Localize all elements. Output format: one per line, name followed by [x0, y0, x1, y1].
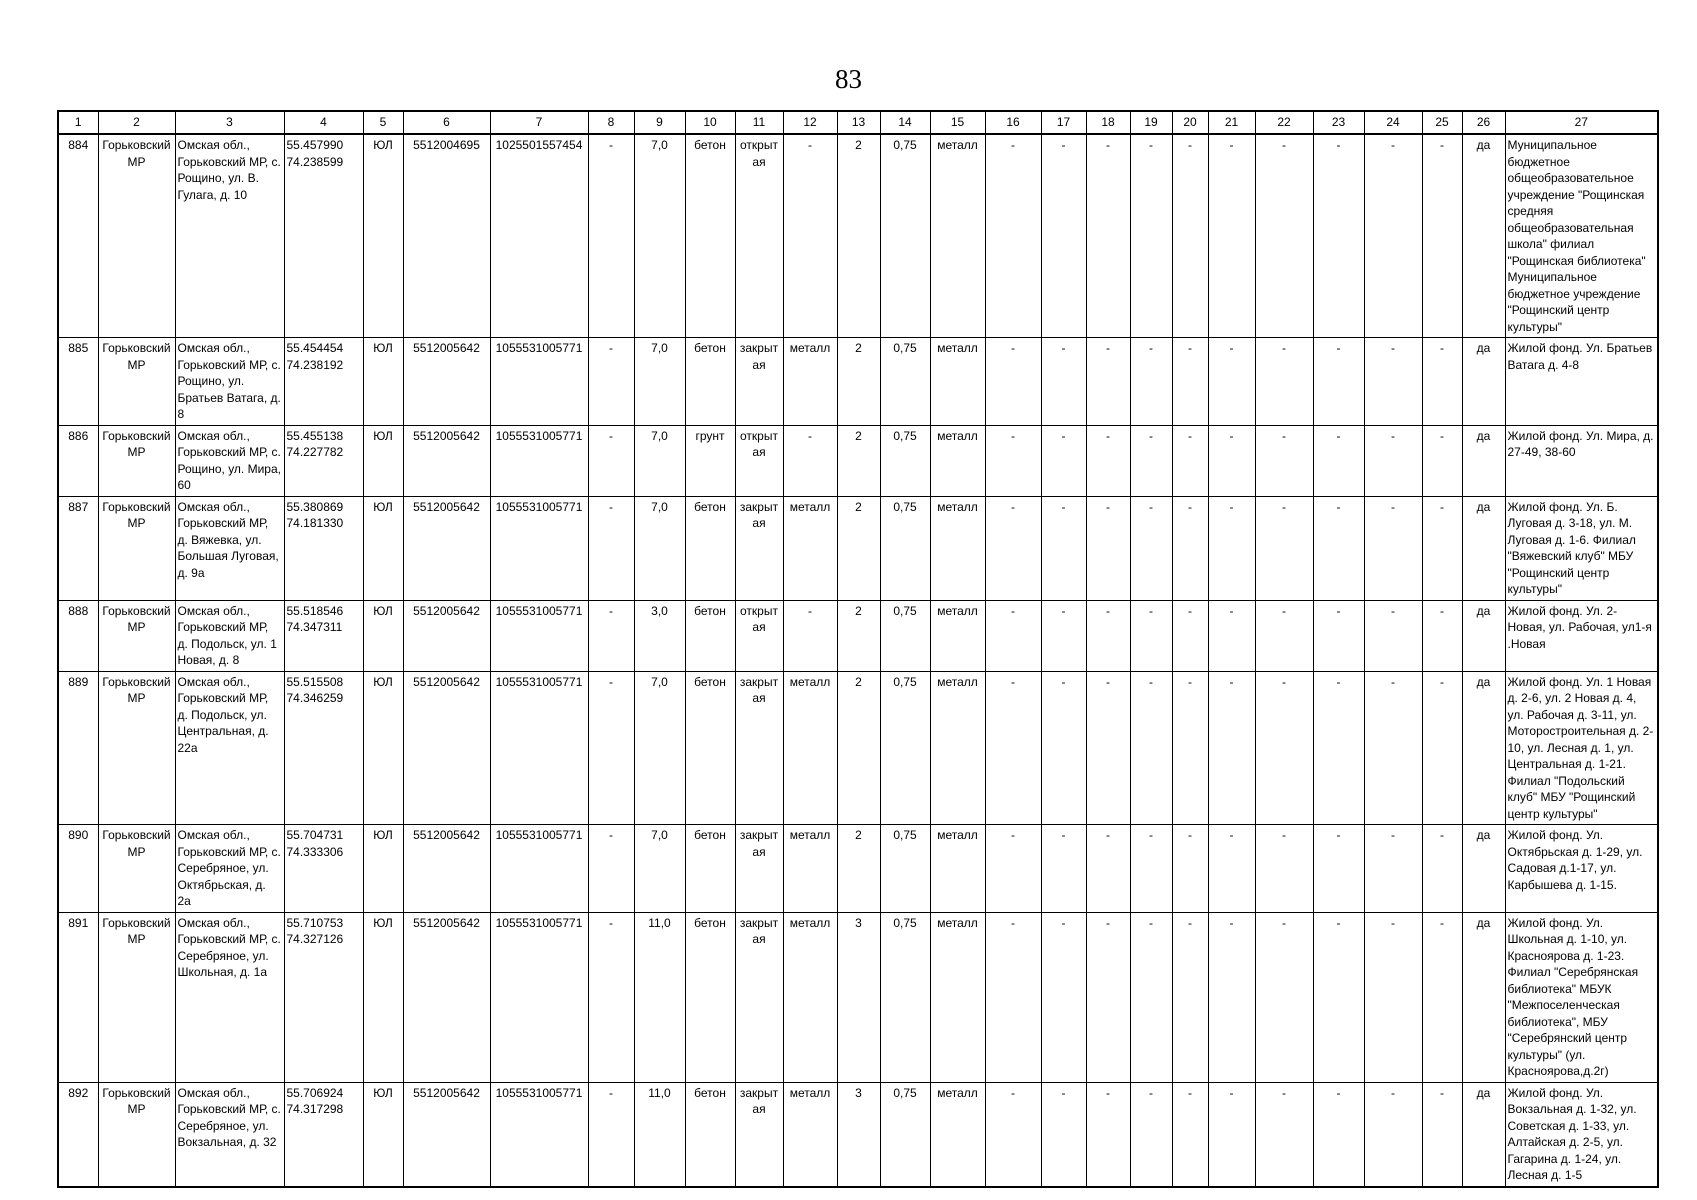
cell-material: металл [930, 496, 985, 600]
cell-district: Горьковский МР [98, 338, 175, 426]
cell-fence: металл [783, 496, 837, 600]
cell-c18: - [1086, 134, 1130, 338]
cell-c24: - [1364, 134, 1422, 338]
cell-num: 886 [58, 425, 98, 496]
cell-coords: 55.380869 74.181330 [284, 496, 363, 600]
cell-c23: - [1313, 496, 1364, 600]
cell-containers: 2 [837, 671, 880, 825]
cell-c20: - [1172, 425, 1208, 496]
cell-c22: - [1255, 825, 1313, 913]
cell-area: 11,0 [634, 1082, 685, 1187]
cell-site-type: закрытая [735, 671, 783, 825]
cell-c26: да [1462, 425, 1505, 496]
cell-c21: - [1208, 496, 1255, 600]
cell-c18: - [1086, 825, 1130, 913]
cell-address: Омская обл., Горьковский МР, с. Серебряное, ул. Вокзальная, д. 32 [175, 1082, 284, 1187]
cell-c8: - [588, 496, 634, 600]
cell-c26: да [1462, 912, 1505, 1082]
table-row [58, 1082, 1658, 1187]
cell-c20: - [1172, 600, 1208, 671]
cell-site-type: закрытая [735, 825, 783, 913]
cell-address: Омская обл., Горьковский МР, с. Серебряное, ул. Октябрьская, д. 2а [175, 825, 284, 913]
cell-source: Жилой фонд. Ул. Октябрьская д. 1-29, ул. Садовая д.1-17, ул. Карбышева д. 1-15. [1505, 825, 1658, 913]
table-row [58, 425, 1658, 496]
table-row [58, 338, 1658, 426]
table-row [58, 671, 1658, 825]
cell-num: 891 [58, 912, 98, 1082]
cell-c25: - [1422, 912, 1462, 1082]
cell-c17: - [1041, 496, 1086, 600]
cell-c8: - [588, 600, 634, 671]
cell-inn: 5512005642 [403, 825, 490, 913]
cell-c26: да [1462, 825, 1505, 913]
cell-district: Горьковский МР [98, 425, 175, 496]
page-number: 83 [835, 64, 862, 94]
cell-num: 885 [58, 338, 98, 426]
cell-ogrn: 1055531005771 [490, 825, 588, 913]
cell-c22: - [1255, 912, 1313, 1082]
cell-c20: - [1172, 912, 1208, 1082]
table-row [58, 600, 1658, 671]
cell-fence: металл [783, 338, 837, 426]
cell-c19: - [1130, 912, 1172, 1082]
cell-entity: ЮЛ [363, 496, 403, 600]
cell-ogrn: 1055531005771 [490, 338, 588, 426]
cell-c20: - [1172, 825, 1208, 913]
cell-volume: 0,75 [880, 134, 930, 338]
cell-c8: - [588, 1082, 634, 1187]
cell-c23: - [1313, 1082, 1364, 1187]
cell-address: Омская обл., Горьковский МР, с. Рощино, ул. Братьев Ватага, д. 8 [175, 338, 284, 426]
cell-c24: - [1364, 912, 1422, 1082]
cell-fence: металл [783, 671, 837, 825]
cell-inn: 5512004695 [403, 134, 490, 338]
cell-source: Жилой фонд. Ул. Школьная д. 1-10, ул. Красноярова д. 1-23. Филиал "Серебрянская библиотека" МБУК "Межпоселенческая библиотека", МБУ "Серебрянский центр культуры" (ул. Красноярова,д.2г) [1505, 912, 1658, 1082]
column-header-11: 11 [735, 111, 783, 134]
cell-c26: да [1462, 134, 1505, 338]
cell-entity: ЮЛ [363, 425, 403, 496]
cell-c23: - [1313, 671, 1364, 825]
cell-area: 3,0 [634, 600, 685, 671]
cell-num: 887 [58, 496, 98, 600]
cell-containers: 2 [837, 825, 880, 913]
column-header-20: 20 [1172, 111, 1208, 134]
cell-c19: - [1130, 671, 1172, 825]
cell-containers: 2 [837, 338, 880, 426]
cell-c16: - [985, 134, 1041, 338]
cell-c20: - [1172, 671, 1208, 825]
cell-c17: - [1041, 600, 1086, 671]
cell-c24: - [1364, 496, 1422, 600]
cell-c16: - [985, 496, 1041, 600]
cell-c17: - [1041, 338, 1086, 426]
cell-area: 7,0 [634, 134, 685, 338]
cell-fence: металл [783, 825, 837, 913]
cell-c22: - [1255, 134, 1313, 338]
cell-surface: бетон [685, 338, 735, 426]
cell-c23: - [1313, 912, 1364, 1082]
cell-inn: 5512005642 [403, 671, 490, 825]
cell-source: Муниципальное бюджетное общеобразовательное учреждение "Рощинская средняя общеобразовательная школа" филиал "Рощинская библиотека" Муниципальное бюджетное учреждение "Рощинский центр культуры" [1505, 134, 1658, 338]
column-header-25: 25 [1422, 111, 1462, 134]
cell-volume: 0,75 [880, 496, 930, 600]
cell-c17: - [1041, 134, 1086, 338]
column-header-21: 21 [1208, 111, 1255, 134]
cell-c19: - [1130, 134, 1172, 338]
cell-site-type: закрытая [735, 912, 783, 1082]
cell-c26: да [1462, 1082, 1505, 1187]
cell-c19: - [1130, 496, 1172, 600]
table-body [58, 134, 1658, 1187]
cell-volume: 0,75 [880, 425, 930, 496]
column-header-3: 3 [175, 111, 284, 134]
cell-site-type: закрытая [735, 496, 783, 600]
cell-c16: - [985, 600, 1041, 671]
column-header-13: 13 [837, 111, 880, 134]
cell-c22: - [1255, 671, 1313, 825]
cell-c24: - [1364, 425, 1422, 496]
cell-c23: - [1313, 825, 1364, 913]
cell-c22: - [1255, 496, 1313, 600]
cell-ogrn: 1055531005771 [490, 671, 588, 825]
cell-ogrn: 1055531005771 [490, 496, 588, 600]
cell-c23: - [1313, 425, 1364, 496]
cell-ogrn: 1055531005771 [490, 425, 588, 496]
cell-volume: 0,75 [880, 338, 930, 426]
cell-ogrn: 1055531005771 [490, 600, 588, 671]
cell-c25: - [1422, 338, 1462, 426]
cell-surface: бетон [685, 1082, 735, 1187]
cell-entity: ЮЛ [363, 1082, 403, 1187]
column-header-18: 18 [1086, 111, 1130, 134]
cell-site-type: закрытая [735, 338, 783, 426]
cell-c18: - [1086, 425, 1130, 496]
cell-district: Горьковский МР [98, 600, 175, 671]
cell-c25: - [1422, 134, 1462, 338]
cell-c18: - [1086, 1082, 1130, 1187]
table-row [58, 134, 1658, 338]
column-header-1: 1 [58, 111, 98, 134]
cell-c18: - [1086, 912, 1130, 1082]
cell-inn: 5512005642 [403, 912, 490, 1082]
cell-c26: да [1462, 338, 1505, 426]
cell-containers: 2 [837, 425, 880, 496]
column-header-19: 19 [1130, 111, 1172, 134]
cell-c26: да [1462, 600, 1505, 671]
cell-c18: - [1086, 671, 1130, 825]
cell-c18: - [1086, 338, 1130, 426]
cell-material: металл [930, 1082, 985, 1187]
cell-district: Горьковский МР [98, 912, 175, 1082]
cell-c25: - [1422, 1082, 1462, 1187]
cell-c25: - [1422, 600, 1462, 671]
cell-area: 7,0 [634, 496, 685, 600]
cell-c21: - [1208, 1082, 1255, 1187]
registry-table [57, 110, 1659, 1188]
cell-coords: 55.704731 74.333306 [284, 825, 363, 913]
table-row [58, 496, 1658, 600]
cell-c22: - [1255, 1082, 1313, 1187]
cell-inn: 5512005642 [403, 600, 490, 671]
cell-coords: 55.455138 74.227782 [284, 425, 363, 496]
cell-c17: - [1041, 825, 1086, 913]
cell-surface: бетон [685, 671, 735, 825]
cell-coords: 55.457990 74.238599 [284, 134, 363, 338]
cell-c23: - [1313, 338, 1364, 426]
cell-source: Жилой фонд. Ул. Мира, д. 27-49, 38-60 [1505, 425, 1658, 496]
cell-entity: ЮЛ [363, 600, 403, 671]
column-header-9: 9 [634, 111, 685, 134]
table-row [58, 825, 1658, 913]
cell-num: 889 [58, 671, 98, 825]
cell-ogrn: 1025501557454 [490, 134, 588, 338]
cell-area: 11,0 [634, 912, 685, 1082]
cell-c20: - [1172, 338, 1208, 426]
cell-ogrn: 1055531005771 [490, 1082, 588, 1187]
cell-inn: 5512005642 [403, 425, 490, 496]
column-header-26: 26 [1462, 111, 1505, 134]
cell-material: металл [930, 671, 985, 825]
cell-source: Жилой фонд. Ул. 2-Новая, ул. Рабочая, ул1-я .Новая [1505, 600, 1658, 671]
cell-c21: - [1208, 671, 1255, 825]
cell-num: 888 [58, 600, 98, 671]
cell-c16: - [985, 338, 1041, 426]
cell-c22: - [1255, 600, 1313, 671]
cell-ogrn: 1055531005771 [490, 912, 588, 1082]
cell-entity: ЮЛ [363, 825, 403, 913]
cell-surface: грунт [685, 425, 735, 496]
table-header-row [58, 111, 1658, 134]
cell-c24: - [1364, 825, 1422, 913]
cell-c25: - [1422, 425, 1462, 496]
cell-volume: 0,75 [880, 825, 930, 913]
cell-coords: 55.454454 74.238192 [284, 338, 363, 426]
cell-c21: - [1208, 134, 1255, 338]
cell-c18: - [1086, 600, 1130, 671]
cell-coords: 55.710753 74.327126 [284, 912, 363, 1082]
cell-material: металл [930, 338, 985, 426]
cell-c21: - [1208, 600, 1255, 671]
cell-district: Горьковский МР [98, 496, 175, 600]
cell-site-type: открытая [735, 600, 783, 671]
cell-area: 7,0 [634, 825, 685, 913]
cell-c24: - [1364, 671, 1422, 825]
cell-c21: - [1208, 825, 1255, 913]
cell-c19: - [1130, 825, 1172, 913]
cell-c8: - [588, 338, 634, 426]
cell-material: металл [930, 912, 985, 1082]
column-header-10: 10 [685, 111, 735, 134]
cell-c16: - [985, 671, 1041, 825]
cell-volume: 0,75 [880, 671, 930, 825]
cell-coords: 55.515508 74.346259 [284, 671, 363, 825]
cell-address: Омская обл., Горьковский МР, д. Подольск, ул. 1 Новая, д. 8 [175, 600, 284, 671]
cell-inn: 5512005642 [403, 496, 490, 600]
cell-address: Омская обл., Горьковский МР, с. Рощино, ул. В. Гулага, д. 10 [175, 134, 284, 338]
cell-c22: - [1255, 338, 1313, 426]
cell-c25: - [1422, 825, 1462, 913]
cell-c17: - [1041, 1082, 1086, 1187]
cell-c24: - [1364, 338, 1422, 426]
cell-c21: - [1208, 425, 1255, 496]
cell-fence: - [783, 425, 837, 496]
column-header-12: 12 [783, 111, 837, 134]
cell-fence: металл [783, 1082, 837, 1187]
cell-c20: - [1172, 134, 1208, 338]
cell-inn: 5512005642 [403, 338, 490, 426]
cell-entity: ЮЛ [363, 912, 403, 1082]
cell-containers: 3 [837, 1082, 880, 1187]
cell-entity: ЮЛ [363, 671, 403, 825]
cell-source: Жилой фонд. Ул. 1 Новая д. 2-6, ул. 2 Новая д. 4, ул. Рабочая д. 3-11, ул. Моторостроительная д. 2-10, ул. Лесная д. 1, ул. Центральная д. 1-21. Филиал "Подольский клуб" МБУ "Рощинский центр культуры" [1505, 671, 1658, 825]
cell-containers: 2 [837, 134, 880, 338]
cell-site-type: открытая [735, 134, 783, 338]
cell-c25: - [1422, 671, 1462, 825]
cell-c24: - [1364, 1082, 1422, 1187]
cell-containers: 2 [837, 496, 880, 600]
column-header-8: 8 [588, 111, 634, 134]
cell-area: 7,0 [634, 338, 685, 426]
cell-district: Горьковский МР [98, 671, 175, 825]
cell-site-type: открытая [735, 425, 783, 496]
cell-c23: - [1313, 600, 1364, 671]
cell-c19: - [1130, 338, 1172, 426]
cell-c17: - [1041, 425, 1086, 496]
cell-c8: - [588, 671, 634, 825]
column-header-2: 2 [98, 111, 175, 134]
cell-coords: 55.518546 74.347311 [284, 600, 363, 671]
cell-district: Горьковский МР [98, 1082, 175, 1187]
column-header-22: 22 [1255, 111, 1313, 134]
cell-c19: - [1130, 1082, 1172, 1187]
cell-address: Омская обл., Горьковский МР, с. Серебряное, ул. Школьная, д. 1а [175, 912, 284, 1082]
cell-source: Жилой фонд. Ул. Братьев Ватага д. 4-8 [1505, 338, 1658, 426]
column-header-6: 6 [403, 111, 490, 134]
cell-c16: - [985, 425, 1041, 496]
column-header-23: 23 [1313, 111, 1364, 134]
column-header-24: 24 [1364, 111, 1422, 134]
cell-c21: - [1208, 912, 1255, 1082]
cell-area: 7,0 [634, 671, 685, 825]
cell-num: 892 [58, 1082, 98, 1187]
cell-c26: да [1462, 671, 1505, 825]
cell-surface: бетон [685, 912, 735, 1082]
cell-surface: бетон [685, 496, 735, 600]
cell-c23: - [1313, 134, 1364, 338]
cell-material: металл [930, 134, 985, 338]
cell-fence: - [783, 134, 837, 338]
cell-c19: - [1130, 425, 1172, 496]
column-header-4: 4 [284, 111, 363, 134]
cell-c16: - [985, 912, 1041, 1082]
column-header-16: 16 [985, 111, 1041, 134]
column-header-5: 5 [363, 111, 403, 134]
cell-volume: 0,75 [880, 912, 930, 1082]
cell-material: металл [930, 825, 985, 913]
cell-entity: ЮЛ [363, 338, 403, 426]
cell-material: металл [930, 600, 985, 671]
cell-source: Жилой фонд. Ул. Вокзальная д. 1-32, ул. Советская д. 1-33, ул. Алтайская д. 2-5, ул. Гагарина д. 1-24, ул. Лесная д. 1-5 [1505, 1082, 1658, 1187]
cell-volume: 0,75 [880, 600, 930, 671]
cell-address: Омская обл., Горьковский МР, д. Подольск, ул. Центральная, д. 22а [175, 671, 284, 825]
cell-c16: - [985, 825, 1041, 913]
column-header-17: 17 [1041, 111, 1086, 134]
cell-c20: - [1172, 1082, 1208, 1187]
column-header-7: 7 [490, 111, 588, 134]
cell-surface: бетон [685, 825, 735, 913]
cell-c22: - [1255, 425, 1313, 496]
column-header-14: 14 [880, 111, 930, 134]
cell-c17: - [1041, 912, 1086, 1082]
cell-c16: - [985, 1082, 1041, 1187]
cell-c25: - [1422, 496, 1462, 600]
cell-c26: да [1462, 496, 1505, 600]
cell-site-type: закрытая [735, 1082, 783, 1187]
cell-c8: - [588, 825, 634, 913]
cell-containers: 2 [837, 600, 880, 671]
cell-c8: - [588, 912, 634, 1082]
cell-num: 890 [58, 825, 98, 913]
cell-c18: - [1086, 496, 1130, 600]
cell-c8: - [588, 134, 634, 338]
table-row [58, 912, 1658, 1082]
cell-source: Жилой фонд. Ул. Б. Луговая д. 3-18, ул. М. Луговая д. 1-6. Филиал "Вяжевский клуб" МБУ "Рощинский центр культуры" [1505, 496, 1658, 600]
cell-district: Горьковский МР [98, 134, 175, 338]
cell-c8: - [588, 425, 634, 496]
cell-c17: - [1041, 671, 1086, 825]
cell-volume: 0,75 [880, 1082, 930, 1187]
cell-address: Омская обл., Горьковский МР, с. Рощино, ул. Мира, 60 [175, 425, 284, 496]
cell-entity: ЮЛ [363, 134, 403, 338]
cell-c21: - [1208, 338, 1255, 426]
cell-c20: - [1172, 496, 1208, 600]
column-header-15: 15 [930, 111, 985, 134]
cell-address: Омская обл., Горьковский МР, д. Вяжевка, ул. Большая Луговая, д. 9а [175, 496, 284, 600]
cell-coords: 55.706924 74.317298 [284, 1082, 363, 1187]
cell-containers: 3 [837, 912, 880, 1082]
cell-area: 7,0 [634, 425, 685, 496]
cell-surface: бетон [685, 134, 735, 338]
cell-district: Горьковский МР [98, 825, 175, 913]
cell-fence: - [783, 600, 837, 671]
cell-inn: 5512005642 [403, 1082, 490, 1187]
cell-surface: бетон [685, 600, 735, 671]
column-header-27: 27 [1505, 111, 1658, 134]
cell-material: металл [930, 425, 985, 496]
cell-num: 884 [58, 134, 98, 338]
cell-fence: металл [783, 912, 837, 1082]
cell-c24: - [1364, 600, 1422, 671]
cell-c19: - [1130, 600, 1172, 671]
